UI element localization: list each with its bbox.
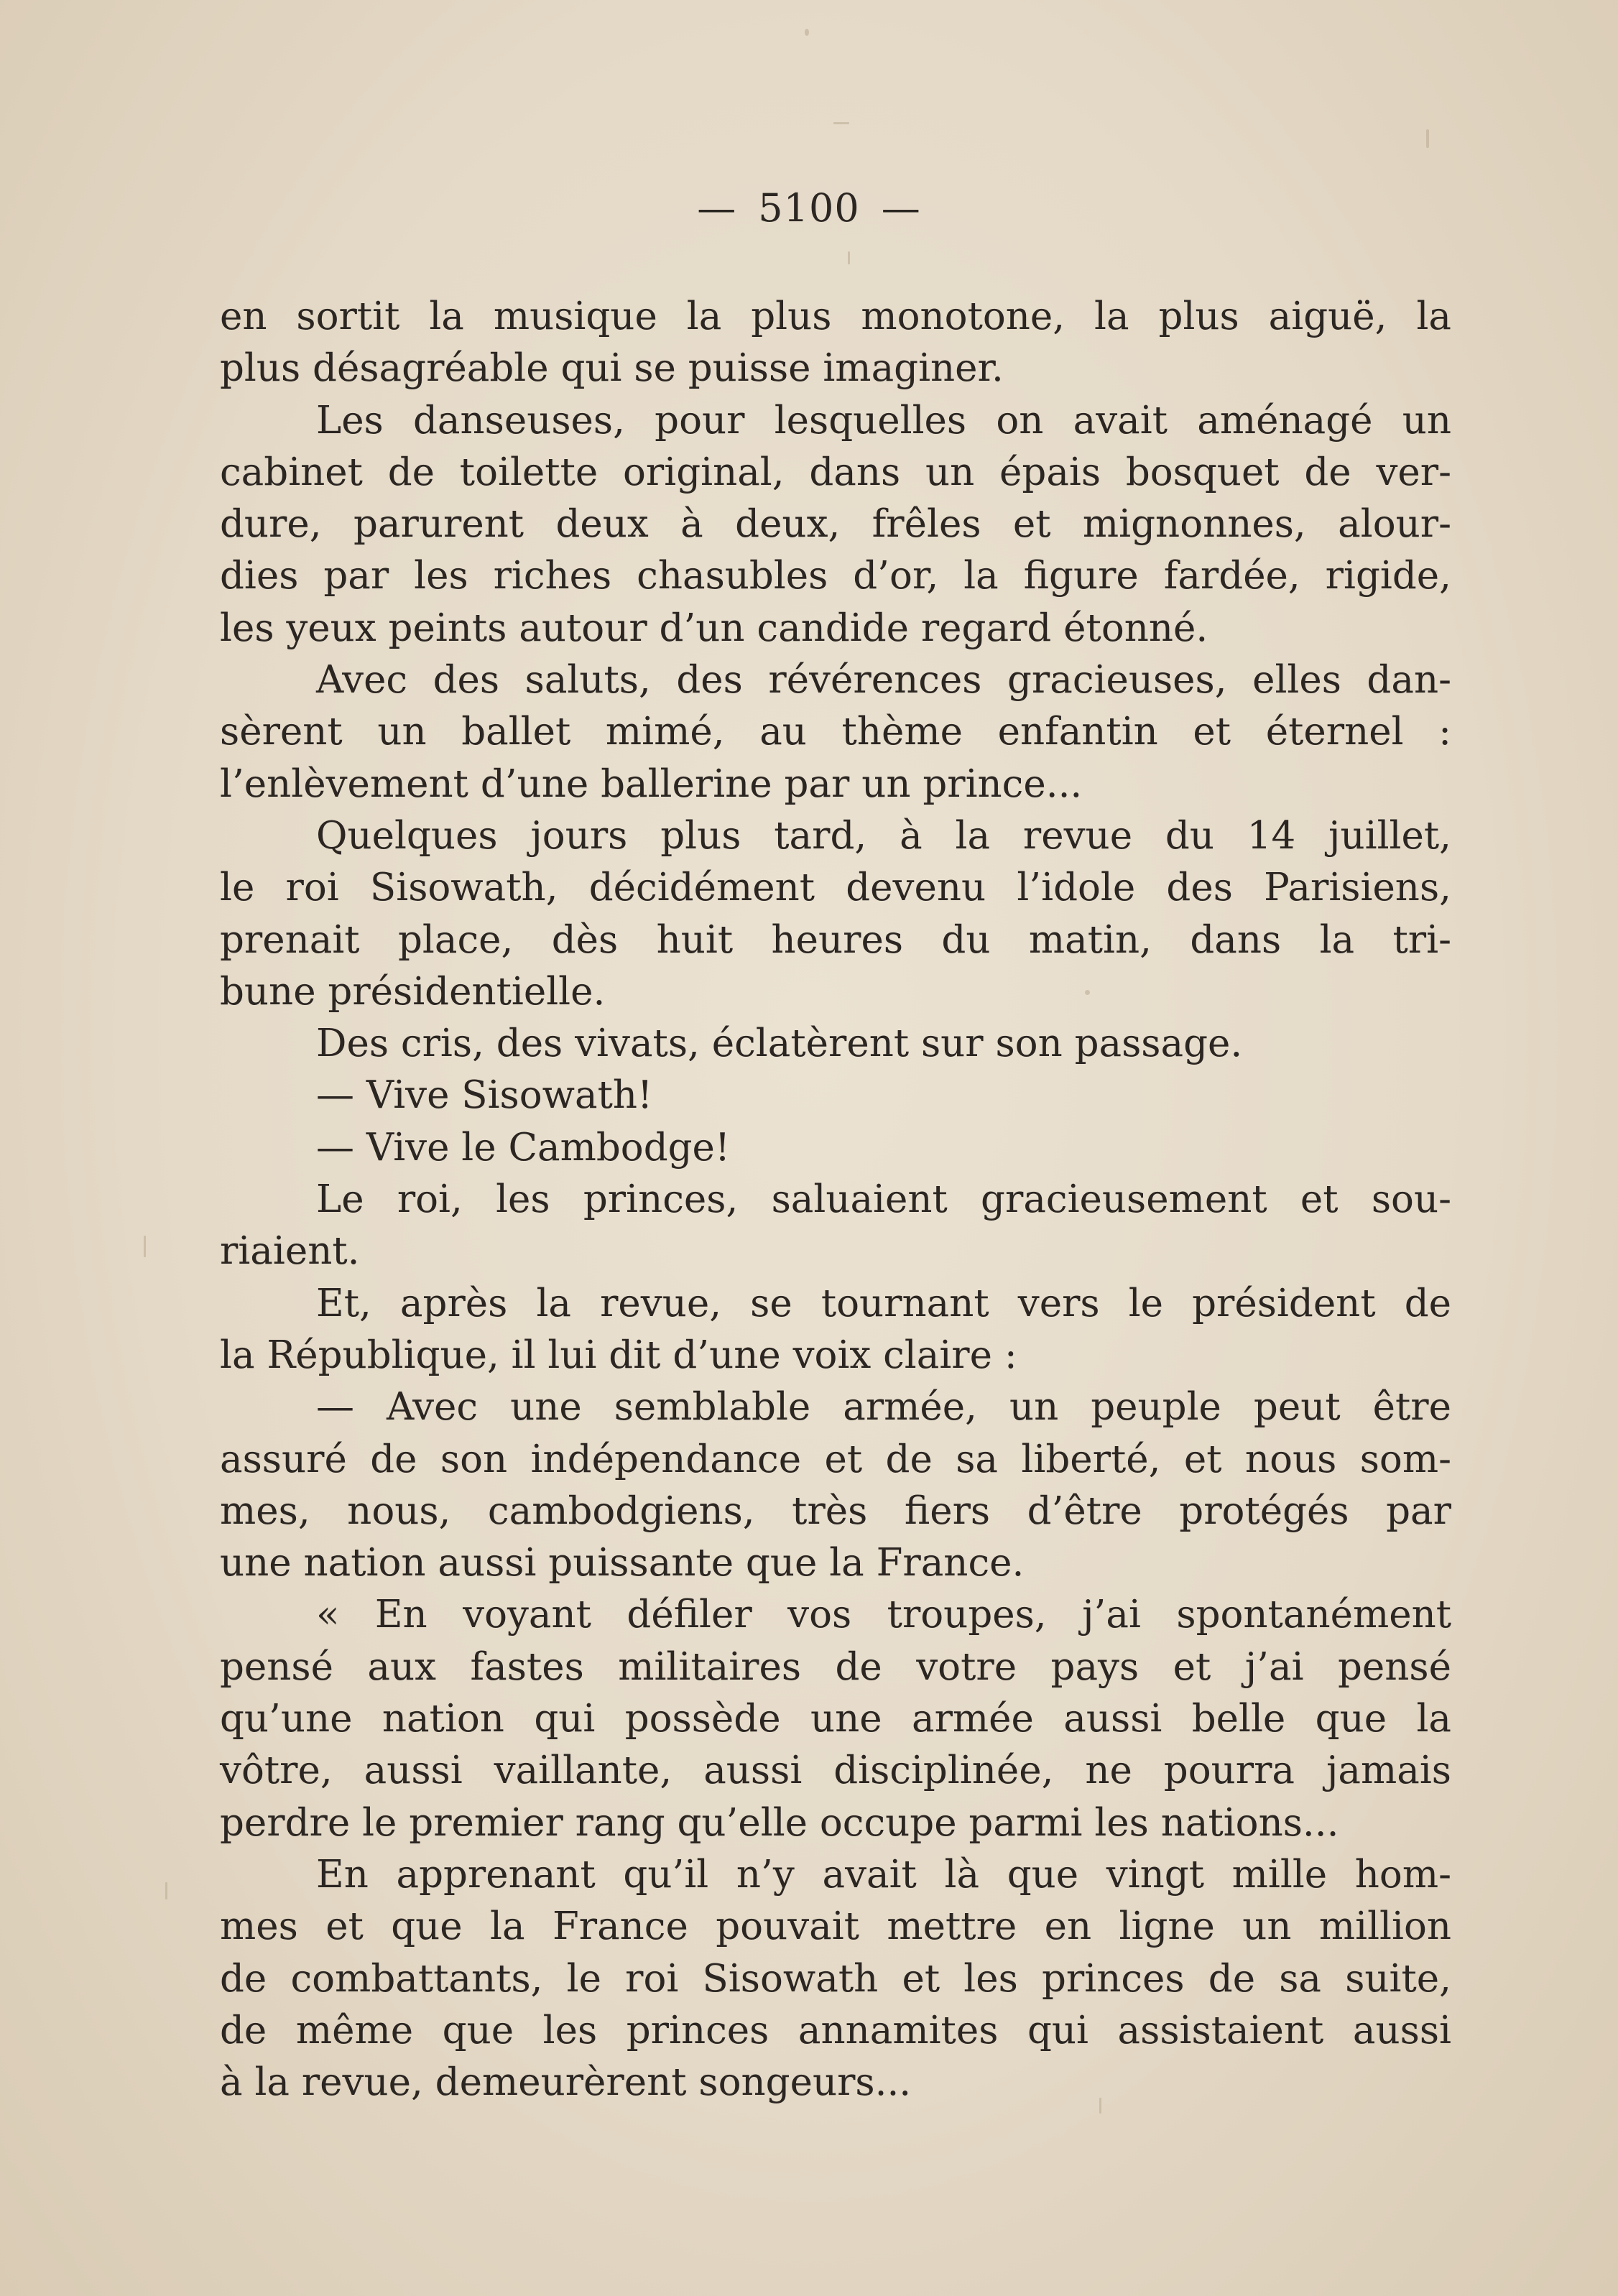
text-line: la République, il lui dit d’une voix claire :	[220, 1333, 1017, 1377]
text-line: sèrent un ballet mimé, au thème enfantin et éternel :	[220, 710, 1451, 754]
text-line: En apprenant qu’il n’y avait là que vingt mille hom-	[316, 1852, 1451, 1897]
text-line: prenait place, dès huit heures du matin, dans la tri-	[220, 917, 1451, 962]
text-line: Avec des saluts, des révérences gracieuses, elles dan-	[316, 658, 1451, 703]
text-line: pensé aux fastes militaires de votre pays et j’ai pensé	[220, 1644, 1451, 1689]
text-line: le roi Sisowath, décidément devenu l’idole des Parisiens,	[220, 866, 1451, 910]
text-line: mes et que la France pouvait mettre en ligne un million	[220, 1904, 1451, 1949]
paper-speck	[805, 29, 809, 36]
header-dash-left: —	[697, 185, 737, 231]
text-line: Quelques jours plus tard, à la revue du 14 juillet,	[316, 813, 1451, 858]
text-line: bune présidentielle.	[220, 969, 606, 1014]
text-line: riaient.	[220, 1229, 360, 1274]
paper-speck	[1426, 129, 1429, 148]
paper-speck	[848, 251, 850, 264]
text-line: — Avec une semblable armée, un peuple peut être	[316, 1385, 1451, 1430]
text-line: Les danseuses, pour lesquelles on avait aménagé un	[316, 398, 1451, 443]
text-line: assuré de son indépendance et de sa liberté, et nous som-	[220, 1437, 1451, 1481]
text-line: en sortit la musique la plus monotone, la plus aiguë, la	[220, 295, 1451, 338]
page-number: 5100	[758, 185, 860, 231]
paper-speck	[144, 1236, 146, 1257]
text-line: Le roi, les princes, saluaient gracieusement et sou-	[316, 1177, 1451, 1222]
text-line: plus désagréable qui se puisse imaginer.	[220, 346, 1004, 391]
body-text	[220, 291, 1451, 2108]
text-line: Des cris, des vivats, éclatèrent sur son passage.	[316, 1022, 1243, 1066]
text-line: les yeux peints autour d’un candide regard étonné.	[220, 606, 1208, 650]
header-dash-right: —	[881, 185, 921, 231]
text-line: de même que les princes annamites qui assistaient aussi	[220, 2008, 1451, 2052]
text-line: dies par les riches chasubles d’or, la figure fardée, rigide,	[220, 554, 1451, 598]
text-line: cabinet de toilette original, dans un épais bosquet de ver-	[220, 450, 1451, 494]
text-line: une nation aussi puissante que la France.	[220, 1541, 1025, 1586]
text-line: dure, parurent deux à deux, frêles et mignonnes, alour-	[220, 502, 1451, 547]
text-line: qu’une nation qui possède une armée aussi belle que la	[220, 1697, 1451, 1741]
paper-speck	[833, 122, 849, 124]
text-line: — Vive Sisowath!	[316, 1073, 653, 1118]
text-line: « En voyant défiler vos troupes, j’ai spontanément	[316, 1593, 1451, 1637]
text-line: perdre le premier rang qu’elle occupe parmi les nations...	[220, 1800, 1339, 1845]
paper-speck	[165, 1882, 167, 1899]
text-line: l’enlèvement d’une ballerine par un prince...	[220, 762, 1083, 806]
page-header	[0, 180, 1618, 237]
text-line: — Vive le Cambodge!	[316, 1125, 731, 1170]
text-line: à la revue, demeurèrent songeurs...	[220, 2060, 912, 2105]
text-line: mes, nous, cambodgiens, très fiers d’être protégés par	[220, 1489, 1451, 1533]
text-line: de combattants, le roi Sisowath et les princes de sa suite,	[220, 1956, 1451, 2001]
text-line: Et, après la revue, se tournant vers le président de	[316, 1281, 1451, 1325]
text-line: vôtre, aussi vaillante, aussi disciplinée, ne pourra jamais	[220, 1749, 1451, 1793]
